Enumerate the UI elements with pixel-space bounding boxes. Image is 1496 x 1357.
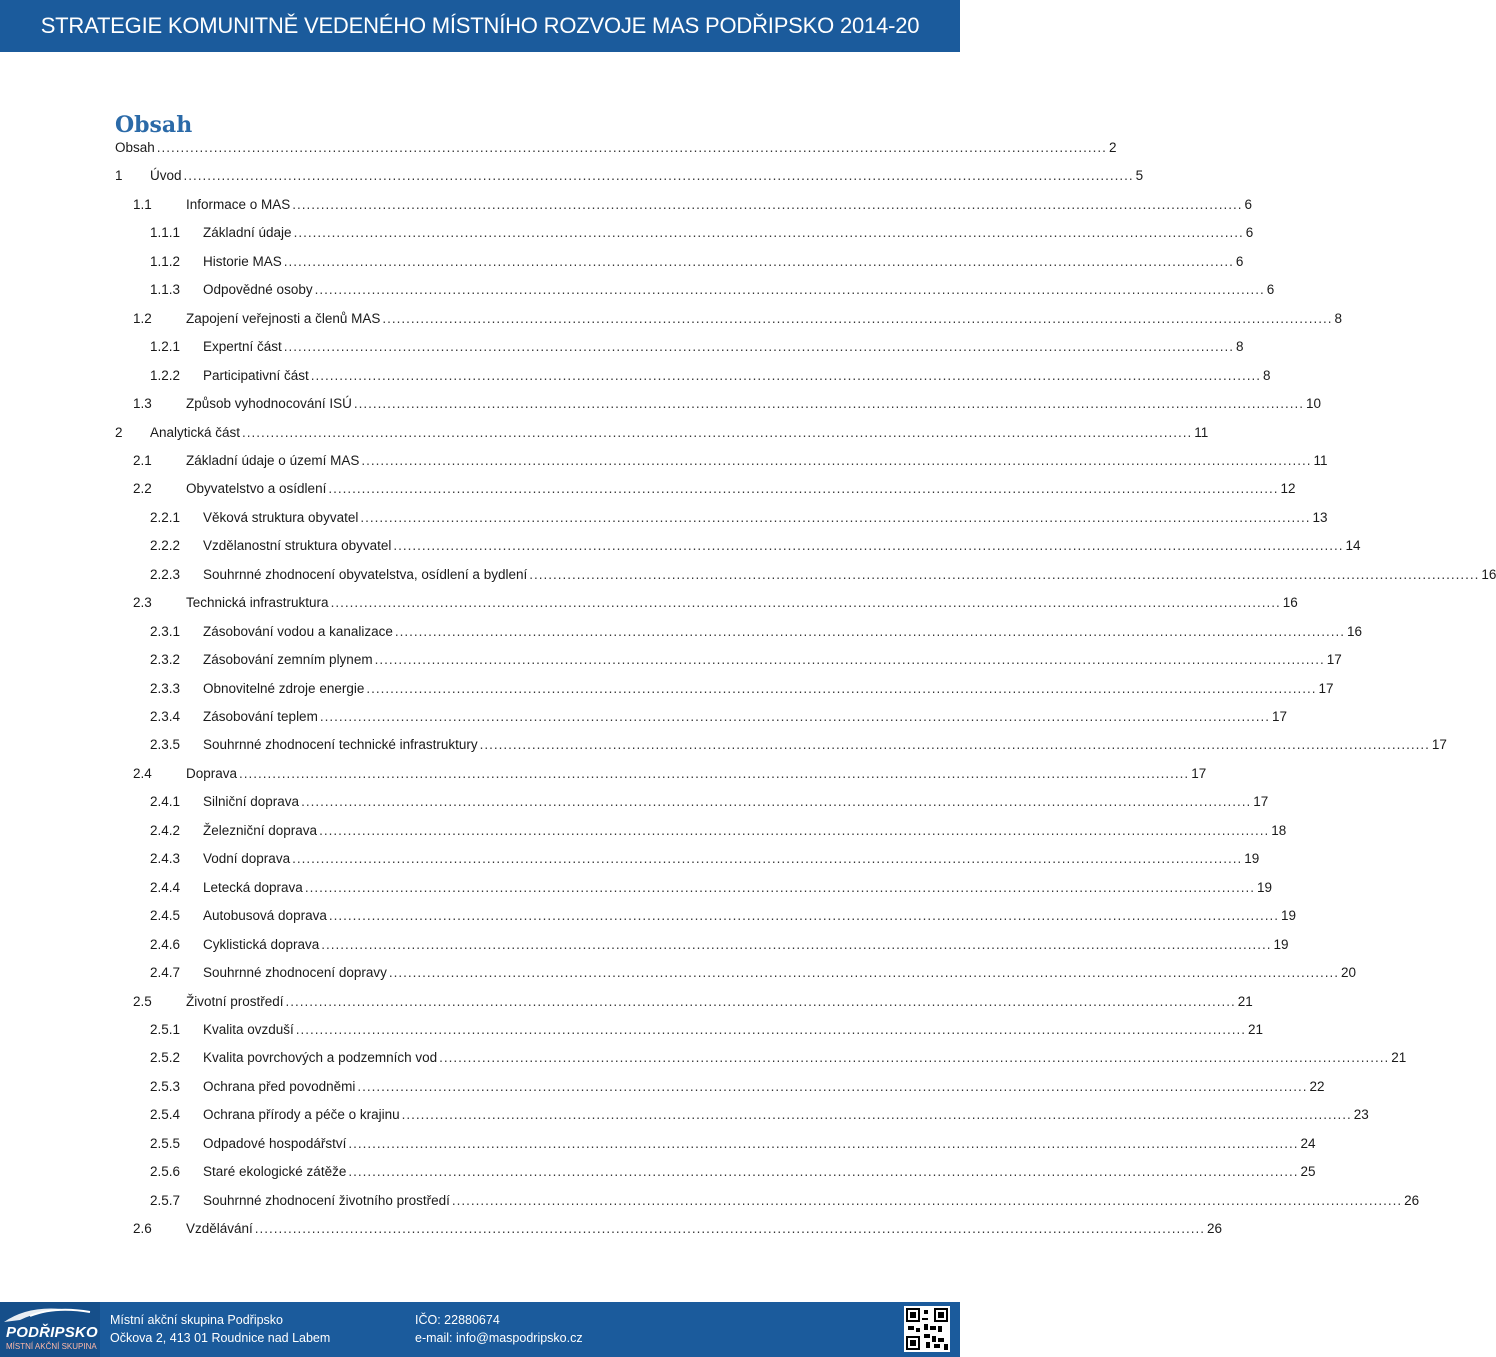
- toc-entry[interactable]: [0, 563, 1496, 587]
- toc-entry-page: 19: [1244, 851, 1260, 867]
- toc-entry-page: 14: [1345, 538, 1361, 554]
- toc-entry-page: 6: [1266, 282, 1275, 298]
- toc-dot-leader: ........................................................................................................................................................................................................: [242, 424, 1193, 440]
- toc-entry-page: 23: [1353, 1107, 1369, 1123]
- toc-entry-number: 2.5.5: [150, 1135, 181, 1151]
- toc-entry-title[interactable]: Základní údaje o území MAS: [186, 452, 360, 468]
- toc-entry-page: 12: [1280, 481, 1296, 497]
- toc-entry-number: 2.2.1: [150, 509, 181, 525]
- toc-entry-number: 2.4.2: [150, 822, 181, 838]
- toc-entry-page: 22: [1309, 1078, 1325, 1094]
- toc-dot-leader: ........................................................................................................................................................................................................: [366, 680, 1317, 696]
- toc-entry[interactable]: [0, 1217, 1222, 1241]
- toc-entry[interactable]: [0, 790, 1269, 814]
- toc-entry-title[interactable]: Participativní část: [203, 367, 309, 383]
- logo-tagline: MÍSTNÍ AKČNÍ SKUPINA: [6, 1342, 97, 1351]
- toc-entry-title[interactable]: Obsah: [115, 140, 155, 155]
- toc-entry-page: 18: [1271, 822, 1287, 838]
- toc-entry-number: 2.6: [133, 1221, 152, 1237]
- toc-entry-page: 17: [1271, 709, 1288, 724]
- toc-entry-number: 2.4.1: [150, 794, 181, 810]
- toc-entry-page: 13: [1312, 509, 1328, 525]
- toc-entry[interactable]: [0, 136, 1117, 160]
- toc-entry[interactable]: [0, 1046, 1407, 1070]
- toc-dot-leader: ........................................................................................................................................................................................................: [328, 481, 1279, 497]
- toc-entry-title[interactable]: Způsob vyhodnocování ISÚ: [186, 396, 352, 412]
- toc-entry-title[interactable]: Letecká doprava: [203, 879, 303, 895]
- toc-dot-leader: ........................................................................................................................................................................................................: [183, 168, 1134, 184]
- toc-entry[interactable]: [0, 307, 1343, 331]
- toc-entry-title[interactable]: Vzdělanostní struktura obyvatel: [203, 538, 392, 554]
- toc-entry[interactable]: [0, 221, 1254, 245]
- toc-entry[interactable]: [0, 1103, 1369, 1127]
- toc-entry-number: 2.5.4: [150, 1107, 181, 1123]
- toc-entry-page: 8: [1334, 310, 1343, 326]
- toc-dot-leader: ........................................................................................................................................................................................................: [301, 794, 1252, 810]
- toc-entry[interactable]: [0, 762, 1207, 786]
- toc-entry-page: 19: [1256, 879, 1273, 895]
- toc-entry-number: 2.4.5: [150, 908, 181, 924]
- toc-entry-page: 11: [1313, 452, 1328, 468]
- toc-entry[interactable]: [0, 1018, 1263, 1042]
- toc-entry-title[interactable]: Železniční doprava: [203, 822, 318, 838]
- toc-entry[interactable]: [0, 193, 1252, 217]
- toc-entry-number: 2.4.7: [150, 965, 181, 981]
- toc-entry[interactable]: [0, 648, 1342, 672]
- toc-entry-number: 1.1: [133, 196, 152, 212]
- bird-logo-icon: [0, 1302, 100, 1326]
- org-name: Místní akční skupina Podřipsko: [110, 1313, 283, 1327]
- toc-entry-page: 6: [1235, 253, 1244, 269]
- toc-dot-leader: ........................................................................................................................................................................................................: [285, 993, 1236, 1009]
- toc-dot-leader: ........................................................................................................................................................................................................: [401, 1107, 1352, 1123]
- toc-entry[interactable]: [0, 904, 1297, 928]
- toc-entry-page: 17: [1431, 737, 1447, 753]
- toc-entry[interactable]: [0, 847, 1260, 871]
- toc-entry[interactable]: [0, 876, 1273, 900]
- toc-dot-leader: ........................................................................................................................................................................................................: [451, 1192, 1403, 1208]
- toc-entry[interactable]: [0, 1189, 1420, 1213]
- toc-dot-leader: ........................................................................................................................................................................................................: [283, 253, 1234, 269]
- toc-dot-leader: ........................................................................................................................................................................................................: [382, 310, 1333, 326]
- toc-entry-page: 17: [1318, 680, 1334, 696]
- toc-dot-leader: ........................................................................................................................................................................................................: [374, 652, 1325, 668]
- toc-entry-title[interactable]: Expertní část: [203, 339, 282, 355]
- toc-entry[interactable]: [0, 335, 1244, 359]
- header-title: STRATEGIE KOMUNITNĚ VEDENÉHO MÍSTNÍHO ROZVOJE MAS PODŘIPSKO 2014-20: [40, 13, 920, 38]
- toc-entry[interactable]: [0, 620, 1363, 644]
- toc-entry-title[interactable]: Staré ekologické zátěže: [203, 1164, 347, 1180]
- toc-entry-number: 2.3.5: [150, 737, 181, 753]
- toc-dot-leader: ........................................................................................................................................................................................................: [292, 196, 1243, 212]
- toc-entry-title[interactable]: Analytická část: [150, 424, 241, 440]
- toc-entry-number: 2.5: [133, 993, 152, 1009]
- toc-entry-page: 26: [1206, 1221, 1222, 1237]
- toc-entry-title[interactable]: Zásobování teplem: [203, 709, 318, 724]
- toc-entry-title[interactable]: Kvalita povrchových a podzemních vod: [203, 1050, 438, 1066]
- toc-entry-number: 1.2: [133, 310, 152, 326]
- toc-dot-leader: ........................................................................................................................................................................................................: [348, 1135, 1299, 1151]
- toc-heading: Obsah: [115, 112, 193, 138]
- toc-entry-title[interactable]: Vzdělávání: [186, 1221, 253, 1237]
- toc-entry-page: 2: [1108, 140, 1117, 155]
- toc-entry-title[interactable]: Úvod: [150, 168, 182, 184]
- toc-entry-number: 1.1.2: [150, 253, 181, 269]
- toc-entry-title[interactable]: Obyvatelstvo a osídlení: [186, 481, 327, 497]
- toc-entry-number: 2.4.4: [150, 879, 181, 895]
- toc-entry-title[interactable]: Doprava: [186, 765, 238, 781]
- toc-dot-leader: ........................................................................................................................................................................................................: [439, 1050, 1390, 1066]
- page-header: [0, 0, 960, 52]
- toc-entry[interactable]: [0, 1075, 1325, 1099]
- toc-entry-number: 2.5.3: [150, 1078, 181, 1094]
- toc-entry-title[interactable]: Životní prostředí: [186, 993, 284, 1009]
- toc-entry-number: 1.1.1: [150, 225, 181, 241]
- toc-dot-leader: ........................................................................................................................................................................................................: [254, 1221, 1205, 1237]
- toc-dot-leader: ........................................................................................................................................................................................................: [304, 879, 1255, 895]
- toc-entry[interactable]: [0, 591, 1298, 615]
- toc-entry-title[interactable]: Obnovitelné zdroje energie: [203, 680, 365, 696]
- toc-entry-title[interactable]: Autobusová doprava: [203, 908, 327, 924]
- toc-entry-page: 17: [1191, 765, 1207, 781]
- toc-entry-title[interactable]: Vodní doprava: [203, 851, 291, 867]
- toc-entry-title[interactable]: Věková struktura obyvatel: [203, 509, 359, 525]
- toc-entry-page: 8: [1262, 367, 1271, 383]
- toc-entry-number: 2.3.1: [150, 623, 181, 639]
- toc-dot-leader: ........................................................................................................................................................................................................: [319, 709, 1270, 724]
- toc-dot-leader: ........................................................................................................................................................................................................: [319, 822, 1270, 838]
- toc-dot-leader: ........................................................................................................................................................................................................: [353, 396, 1305, 412]
- toc-entry-number: 2: [115, 424, 123, 440]
- toc-entry-page: 6: [1245, 225, 1254, 241]
- toc-dot-leader: ........................................................................................................................................................................................................: [239, 765, 1190, 781]
- toc-entry-number: 2.5.1: [150, 1021, 181, 1037]
- toc-entry-page: 26: [1404, 1192, 1420, 1208]
- toc-entry[interactable]: [0, 534, 1361, 558]
- toc-entry-number: 2.3: [133, 595, 152, 611]
- toc-dot-leader: ........................................................................................................................................................................................................: [295, 1021, 1246, 1037]
- toc-entry[interactable]: [0, 1132, 1316, 1156]
- toc-entry-title[interactable]: Zásobování vodou a kanalizace: [203, 623, 393, 639]
- qr-code-icon: [904, 1306, 950, 1352]
- toc-entry-title[interactable]: Kvalita ovzduší: [203, 1021, 294, 1037]
- toc-entry[interactable]: [0, 250, 1244, 274]
- toc-entry-page: 16: [1481, 566, 1496, 582]
- toc-entry-title[interactable]: Základní údaje: [203, 225, 292, 241]
- toc-entry-number: 2.5.7: [150, 1192, 181, 1208]
- toc-entry-title[interactable]: Odpadové hospodářství: [203, 1135, 347, 1151]
- toc-entry[interactable]: [0, 477, 1296, 501]
- toc-entry[interactable]: [0, 677, 1334, 701]
- toc-entry-number: 1: [115, 168, 123, 184]
- toc-entry-page: 20: [1341, 965, 1357, 981]
- toc-entry-title[interactable]: Zapojení veřejnosti a členů MAS: [186, 310, 381, 326]
- toc-entry[interactable]: [0, 933, 1289, 957]
- toc-entry[interactable]: [0, 164, 1144, 188]
- toc-entry-number: 1.2.1: [150, 339, 181, 355]
- podripsko-logo: [0, 1302, 100, 1357]
- toc-entry-number: 1.3: [133, 396, 152, 412]
- toc-entry[interactable]: [0, 421, 1209, 445]
- toc-entry-number: 2.4.3: [150, 851, 181, 867]
- toc-entry-title[interactable]: Odpovědné osoby: [203, 282, 313, 298]
- toc-dot-leader: ........................................................................................................................................................................................................: [330, 595, 1281, 611]
- toc-entry[interactable]: [0, 961, 1357, 985]
- toc-entry[interactable]: [0, 819, 1287, 843]
- toc-entry-title[interactable]: Souhrnné zhodnocení technické infrastruktury: [203, 737, 478, 753]
- toc-entry[interactable]: [0, 278, 1275, 302]
- toc-entry[interactable]: [0, 392, 1322, 416]
- toc-entry[interactable]: [0, 1160, 1316, 1184]
- toc-entry-number: 2.4.6: [150, 936, 181, 952]
- toc-entry-page: 24: [1300, 1135, 1316, 1151]
- toc-dot-leader: ........................................................................................................................................................................................................: [156, 140, 1107, 155]
- toc-entry-page: 11: [1194, 424, 1209, 440]
- toc-dot-leader: ........................................................................................................................................................................................................: [529, 566, 1480, 582]
- toc-dot-leader: ........................................................................................................................................................................................................: [361, 452, 1312, 468]
- toc-entry-page: 21: [1391, 1050, 1407, 1066]
- toc-entry-number: 2.2.3: [150, 566, 181, 582]
- page-footer: [0, 1302, 960, 1357]
- toc-entry[interactable]: [0, 449, 1328, 473]
- toc-dot-leader: ........................................................................................................................................................................................................: [293, 225, 1244, 241]
- toc-entry-number: 2.2: [133, 481, 152, 497]
- toc-entry-number: 2.1: [133, 452, 152, 468]
- toc-entry-number: 1.2.2: [150, 367, 181, 383]
- toc-entry-number: 2.5.6: [150, 1164, 181, 1180]
- toc-entry-number: 2.5.2: [150, 1050, 181, 1066]
- toc-entry-title[interactable]: Ochrana před povodněmi: [203, 1078, 356, 1094]
- toc-entry-page: 8: [1235, 339, 1244, 355]
- toc-entry-title[interactable]: Technická infrastruktura: [186, 595, 329, 611]
- toc-entry-number: 1.1.3: [150, 282, 181, 298]
- org-address: Očkova 2, 413 01 Roudnice nad Labem: [110, 1331, 331, 1345]
- toc-entry-title[interactable]: Informace o MAS: [186, 196, 291, 212]
- org-ico: IČO: 22880674: [415, 1313, 500, 1327]
- toc-entry[interactable]: [0, 705, 1288, 729]
- toc-dot-leader: ........................................................................................................................................................................................................: [321, 936, 1272, 952]
- toc-entry-title[interactable]: Silniční doprava: [203, 794, 300, 810]
- toc-dot-leader: ........................................................................................................................................................................................................: [292, 851, 1243, 867]
- toc-entry[interactable]: [0, 364, 1271, 388]
- toc-dot-leader: ........................................................................................................................................................................................................: [283, 339, 1234, 355]
- toc-entry-page: 17: [1253, 794, 1269, 810]
- toc-entry-number: 2.3.3: [150, 680, 181, 696]
- toc-entry-number: 2.2.2: [150, 538, 181, 554]
- toc-entry-number: 2.3.4: [150, 709, 181, 724]
- toc-entry-page: 10: [1306, 396, 1322, 412]
- toc-dot-leader: ........................................................................................................................................................................................................: [314, 282, 1265, 298]
- toc-entry-title[interactable]: Zásobování zemním plynem: [203, 652, 373, 668]
- toc-dot-leader: ........................................................................................................................................................................................................: [479, 737, 1430, 753]
- toc-dot-leader: ........................................................................................................................................................................................................: [360, 509, 1311, 525]
- toc-entry-page: 25: [1300, 1164, 1316, 1180]
- toc-entry-page: 16: [1347, 623, 1363, 639]
- toc-dot-leader: ........................................................................................................................................................................................................: [310, 367, 1261, 383]
- toc-entry-page: 16: [1282, 595, 1298, 611]
- toc-entry-title[interactable]: Ochrana přírody a péče o krajinu: [203, 1107, 400, 1123]
- logo-name: PODŘIPSKO: [6, 1324, 98, 1341]
- toc-entry-title[interactable]: Historie MAS: [203, 253, 282, 269]
- toc-entry-page: 19: [1273, 936, 1289, 952]
- toc-entry-title[interactable]: Cyklistická doprava: [203, 936, 320, 952]
- toc-entry-page: 21: [1237, 993, 1253, 1009]
- toc-entry[interactable]: [0, 506, 1328, 530]
- toc-dot-leader: ........................................................................................................................................................................................................: [328, 908, 1279, 924]
- toc-dot-leader: ........................................................................................................................................................................................................: [393, 538, 1344, 554]
- toc-dot-leader: ........................................................................................................................................................................................................: [357, 1078, 1308, 1094]
- toc-entry-page: 5: [1135, 168, 1144, 184]
- toc-dot-leader: ........................................................................................................................................................................................................: [348, 1164, 1299, 1180]
- toc-dot-leader: ........................................................................................................................................................................................................: [394, 623, 1346, 639]
- toc-entry-title[interactable]: Souhrnné zhodnocení životního prostředí: [203, 1192, 450, 1208]
- toc-entry-page: 21: [1247, 1021, 1263, 1037]
- toc-entry-page: 17: [1326, 652, 1342, 668]
- toc-dot-leader: ........................................................................................................................................................................................................: [388, 965, 1340, 981]
- toc-entry-number: 2.4: [133, 765, 152, 781]
- toc-entry[interactable]: [0, 990, 1253, 1014]
- toc-entry-number: 2.3.2: [150, 652, 181, 668]
- toc-entry[interactable]: [0, 733, 1447, 757]
- toc-entry-page: 6: [1244, 196, 1252, 212]
- toc-entry-title[interactable]: Souhrnné zhodnocení dopravy: [203, 965, 387, 981]
- toc-entry-title[interactable]: Souhrnné zhodnocení obyvatelstva, osídlení a bydlení: [203, 566, 528, 582]
- org-email[interactable]: e-mail: info@maspodripsko.cz: [415, 1331, 583, 1345]
- toc-entry-page: 19: [1281, 908, 1297, 924]
